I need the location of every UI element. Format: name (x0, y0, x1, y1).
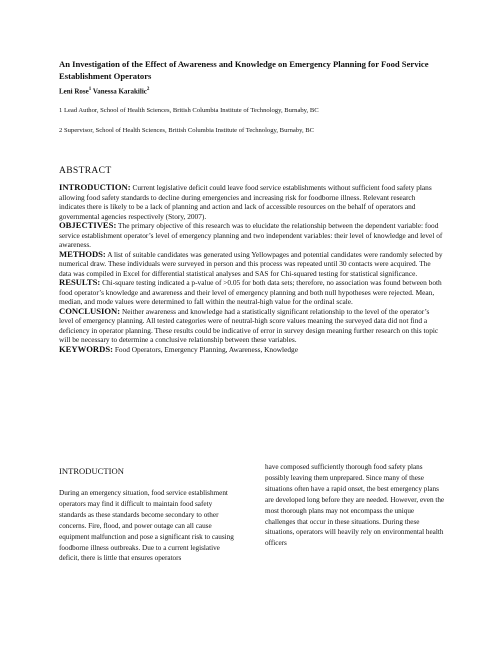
conclusion-label: CONCLUSION: (59, 305, 121, 316)
keywords-text: Food Operators, Emergency Planning, Awareness, Knowledge (114, 344, 298, 354)
introduction-text: Current legislative deficit could leave food service establishments without sufficient food safety plans allowing food safety standards to decline during emergencies and increasing risk for foodborne illness. Relevant research indicates there is likely to be a lack of planning and action and lack of accessible resources on the behalf of operators and governmental agencies respectively (Story, 2007). (59, 183, 432, 221)
results-text: Chi-square testing indicated a p-value of >0.05 for both data sets; therefore, no association was found between both food operator’s knowledge and awareness and their level of emergency planning and both null hypotheses were rejected. Mean, median, and mode values were determined to fall within the neutral-high value for the ordinal scale. (59, 278, 442, 306)
methods-label: METHODS: (59, 248, 106, 259)
right-column-text: have composed sufficiently thorough food safety plans possibly leaving them unprepared. Since many of these situations often have a rapid onset, the best emergency plans are developed long before they are needed. However, even the most thorough plans may not encompass the unique challenges that occur in these situations. During these situations, operators will heavily rely on environmental health officers (265, 463, 445, 548)
left-column-text: During an emergency situation, food service establishment operators may find it difficult to maintain food safety standards as these standards become secondary to other concerns. Fire, flood, and power outage can all cause equipment malfunction and pose a significant risk to causing foodborne illness outbreaks. Due to a current legislative deficit, there is little that ensures operators (59, 489, 234, 563)
abstract-methods (59, 250, 443, 279)
author-2: Vanessa Karakilic (92, 87, 147, 96)
author-1: Leni Rose (59, 87, 89, 96)
author-1-superscript: 1 (88, 87, 92, 92)
abstract-body (59, 183, 443, 354)
objectives-label: OBJECTIVES: (59, 220, 117, 230)
affiliation-2: 2 Supervisor, School of Health Sciences, British Columbia Institute of Technology, Burnaby, BC (59, 127, 315, 134)
introduction-label: INTRODUCTION: (59, 182, 131, 192)
abstract-results (59, 278, 443, 307)
keywords-label: KEYWORDS: (59, 343, 113, 354)
conclusion-text: Neither awareness and knowledge had a statistically significant relationship to the level of the operator’s level of emergency planning. All tested categories were of neutral-high score values meaning the surveyed data did not find a deficiency in operator planning. These results could be indicative of error in survey design meaning further research on this topic will be necessary to determine a conclusive relationship between these variables. (59, 306, 439, 344)
abstract-heading: ABSTRACT (59, 165, 112, 176)
affiliation-1: 1 Lead Author, School of Health Sciences, British Columbia Institute of Technology, Burnaby, BC (59, 107, 319, 114)
abstract-objectives (59, 221, 443, 250)
body-left-column (59, 466, 241, 564)
abstract-conclusion (59, 307, 443, 345)
results-label: RESULTS: (59, 277, 101, 287)
abstract-introduction (59, 183, 443, 221)
paper-title: An Investigation of the Effect of Awareness and Knowledge on Emergency Planning for Food Service Establishment Operators (59, 59, 429, 81)
author-line (59, 87, 149, 95)
objectives-text: The primary objective of this research was to elucidate the relationship between the dependent variable: food service establishment operator’s level of emergency planning and two independent variables: their level of knowledge and level of awareness. (59, 221, 443, 249)
methods-text: A list of suitable candidates was generated using Yellowpages and potential candidates were randomly selected by numerical draw. These individuals were surveyed in person and this process was repeated until 30 contacts were acquired. The data was compiled in Excel for differential statistical analyses and SAS for Chi-squared testing for statistical significance. (59, 249, 443, 278)
author-2-superscript: 2 (146, 87, 150, 92)
body-right-column (265, 462, 445, 549)
abstract-keywords (59, 345, 443, 355)
introduction-heading: INTRODUCTION (59, 466, 124, 476)
